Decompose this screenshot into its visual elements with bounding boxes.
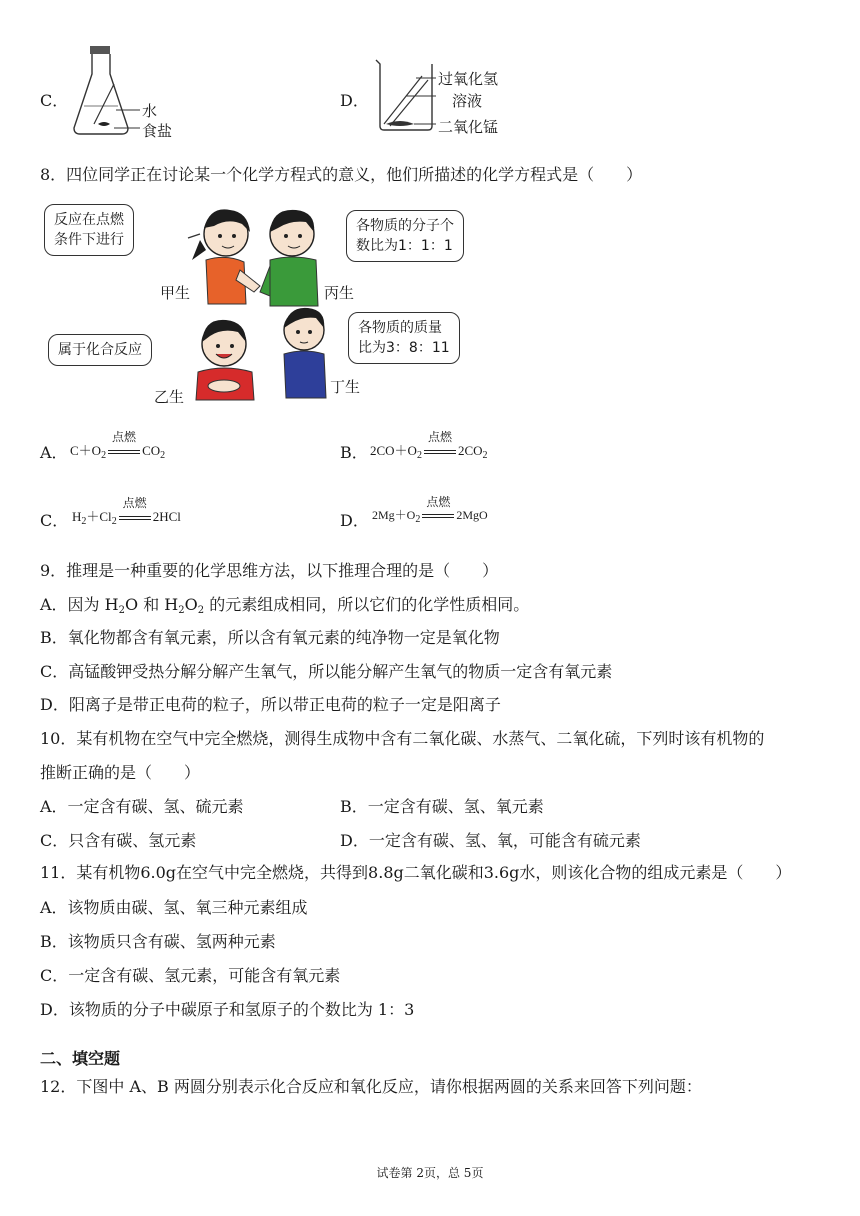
- name-jia: 甲生: [160, 284, 191, 302]
- q11-option-d: D．该物质的分子中碳原子和氢原子的个数比为 1：3: [40, 1000, 415, 1019]
- q11-option-b: B．该物质只含有碳、氢两种元素: [40, 932, 276, 951]
- name-yi: 乙生: [154, 388, 185, 406]
- q11-option-a: A．该物质由碳、氢、氧三种元素组成: [40, 898, 308, 917]
- q7-option-c-label: C．: [40, 91, 69, 110]
- section-heading-fill-in: 二、填空题: [40, 1049, 121, 1068]
- label-manganese-dioxide: 二氧化锰: [438, 118, 499, 136]
- q10-stem-line2: 推断正确的是（ ）: [40, 763, 201, 782]
- q11-option-c: C．一定含有碳、氢元素，可能含有氧元素: [40, 966, 341, 985]
- q8-option-c-equation: $H_2+Cl_2$ 点燃 2HCl: [72, 496, 181, 527]
- q10-stem-line1: 10．某有机物在空气中完全燃烧，测得生成物中含有二氧化碳、水蒸气、二氧化硫，下列时该有机物的: [40, 729, 765, 748]
- label-hydrogen-peroxide: 过氧化氢: [438, 70, 499, 88]
- q11-stem: 11．某有机物6.0g在空气中完全燃烧，共得到8.8g二氧化碳和3.6g水，则该化合物的组成元素是（ ）: [40, 863, 792, 882]
- q7-option-d-label: D．: [340, 91, 369, 110]
- q8-option-a-equation: $C+O_2$ 点燃 $CO_2$: [70, 430, 166, 461]
- q8-option-b-label: B．: [340, 443, 368, 462]
- bubble-bing: 各物质的分子个 数比为1：1：1: [346, 210, 464, 262]
- q8-stem: 8．四位同学正在讨论某一个化学方程式的意义，他们所描述的化学方程式是（ ）: [40, 165, 643, 184]
- q9-option-a: A．因为 $H_2O$ 和 $H_2O_2$ 的元素组成相同，所以它们的化学性质相同。: [40, 595, 530, 616]
- student-yi-figure: [182, 312, 272, 402]
- q9-option-d: D．阳离子是带正电荷的粒子，所以带正电荷的粒子一定是阳离子: [40, 695, 501, 714]
- bubble-jia: 反应在点燃 条件下进行: [44, 204, 134, 256]
- q8-option-d-equation: $2Mg+O_2$ 点燃 2MgO: [372, 495, 488, 525]
- q10-option-b: B．一定含有碳、氢、氧元素: [340, 797, 544, 816]
- label-water: 水: [142, 102, 158, 120]
- q9-option-c: C．高锰酸钾受热分解分解产生氧气，所以能分解产生氧气的物质一定含有氧元素: [40, 662, 613, 681]
- q8-option-a-label: A．: [40, 443, 68, 462]
- q10-option-c: C．只含有碳、氢元素: [40, 831, 197, 850]
- q9-stem: 9．推理是一种重要的化学思维方法，以下推理合理的是（ ）: [40, 561, 499, 580]
- q10-option-d: D．一定含有碳、氢、氧，可能含有硫元素: [340, 831, 641, 850]
- equation-sign: 点燃: [422, 443, 458, 459]
- equation-sign: 点燃: [106, 443, 142, 459]
- bubble-ding: 各物质的质量 比为3：8：11: [348, 312, 460, 364]
- q12-stem: 12．下图中 A、B 两圆分别表示化合反应和氧化反应，请你根据两圆的关系来回答下列问题：: [40, 1077, 702, 1096]
- page-footer: 试卷第 2页，总 5页: [376, 1166, 484, 1180]
- q8-option-c-label: C．: [40, 511, 69, 530]
- label-salt: 食盐: [142, 122, 173, 140]
- student-jia-figure: [184, 200, 264, 310]
- bubble-yi: 属于化合反应: [48, 334, 152, 366]
- label-solution: 溶液: [452, 92, 483, 110]
- q9-option-b: B．氧化物都含有氧元素，所以含有氧元素的纯净物一定是氧化物: [40, 628, 500, 647]
- equation-sign: 点燃: [117, 509, 153, 525]
- name-ding: 丁生: [330, 378, 361, 396]
- q8-option-d-label: D．: [340, 511, 369, 530]
- q10-option-a: A．一定含有碳、氢、硫元素: [40, 797, 244, 816]
- equation-sign: 点燃: [420, 508, 456, 523]
- q8-option-b-equation: $2CO+O_2$ 点燃 $2CO_2$: [370, 430, 488, 461]
- name-bing: 丙生: [324, 284, 355, 302]
